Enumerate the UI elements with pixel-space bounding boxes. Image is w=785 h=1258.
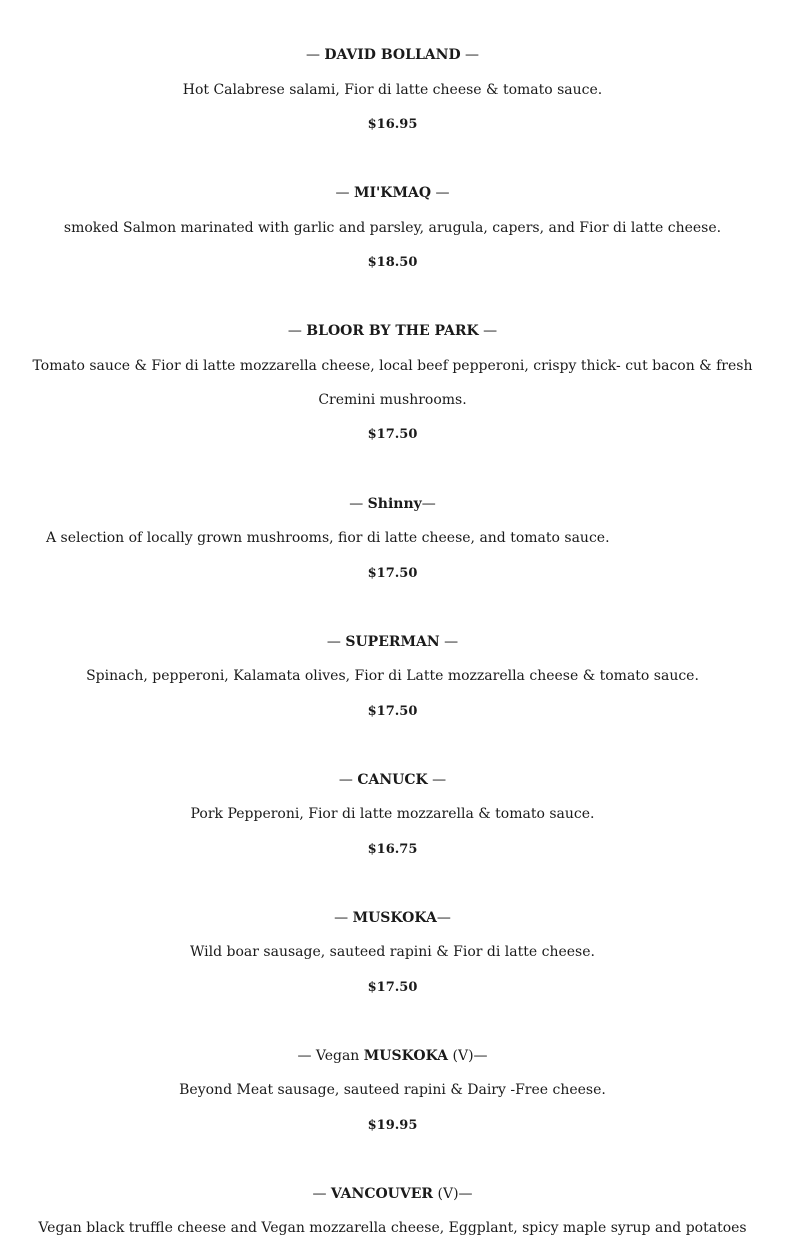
menu-item-description: smoked Salmon marinated with garlic and parsley, arugula, capers, and Fior di latte cheese. [63, 220, 722, 236]
menu-item-description: Wild boar sausage, sauteed rapini & Fior di latte cheese. [190, 944, 595, 960]
menu-item-description: Vegan black truffle cheese and Vegan mozzarella cheese, Eggplant, spicy maple syrup and potatoes [38, 1220, 747, 1236]
menu-item-price: $17.50 [367, 980, 418, 995]
menu-item-price: $17.50 [367, 566, 418, 581]
menu-item-title: — SUPERMAN — [326, 634, 459, 650]
menu-item-title: — MI'KMAQ — [335, 185, 450, 201]
menu-item-title: — BLOOR BY THE PARK — [287, 323, 498, 339]
menu-item-title: — VANCOUVER (V)— [312, 1186, 473, 1202]
menu-item-description: Pork Pepperoni, Fior di latte mozzarella & tomato sauce. [190, 806, 595, 822]
menu-item-title: — Shinny— [349, 496, 436, 512]
menu-item-description: Spinach, pepperoni, Kalamata olives, Fior di Latte mozzarella cheese & tomato sauce. [86, 668, 699, 684]
menu-item-description: Tomato sauce & Fior di latte mozzarella cheese, local beef pepperoni, crispy thick- cut bacon & fresh [32, 358, 753, 374]
menu-item-price: $19.95 [367, 1118, 418, 1133]
menu-item-description: Beyond Meat sausage, sauteed rapini & Dairy -Free cheese. [179, 1082, 606, 1098]
menu-item-title: — Vegan MUSKOKA (V)— [297, 1048, 488, 1064]
menu-item-description: Hot Calabrese salami, Fior di latte cheese & tomato sauce. [182, 82, 603, 98]
menu-item-price: $16.75 [367, 842, 418, 857]
menu-item-price: $16.95 [367, 117, 418, 132]
menu-item-title: — CANUCK — [338, 772, 447, 788]
menu-item-title: — MUSKOKA— [334, 910, 451, 926]
menu-item-title: — DAVID BOLLAND — [305, 47, 480, 63]
menu-item-price: $17.50 [367, 427, 418, 442]
menu-item-price: $18.50 [367, 255, 418, 270]
menu-item-description: A selection of locally grown mushrooms, fior di latte cheese, and tomato sauce. [46, 530, 610, 546]
menu-item-description: Cremini mushrooms. [318, 392, 467, 408]
menu-item-price: $17.50 [367, 704, 418, 719]
